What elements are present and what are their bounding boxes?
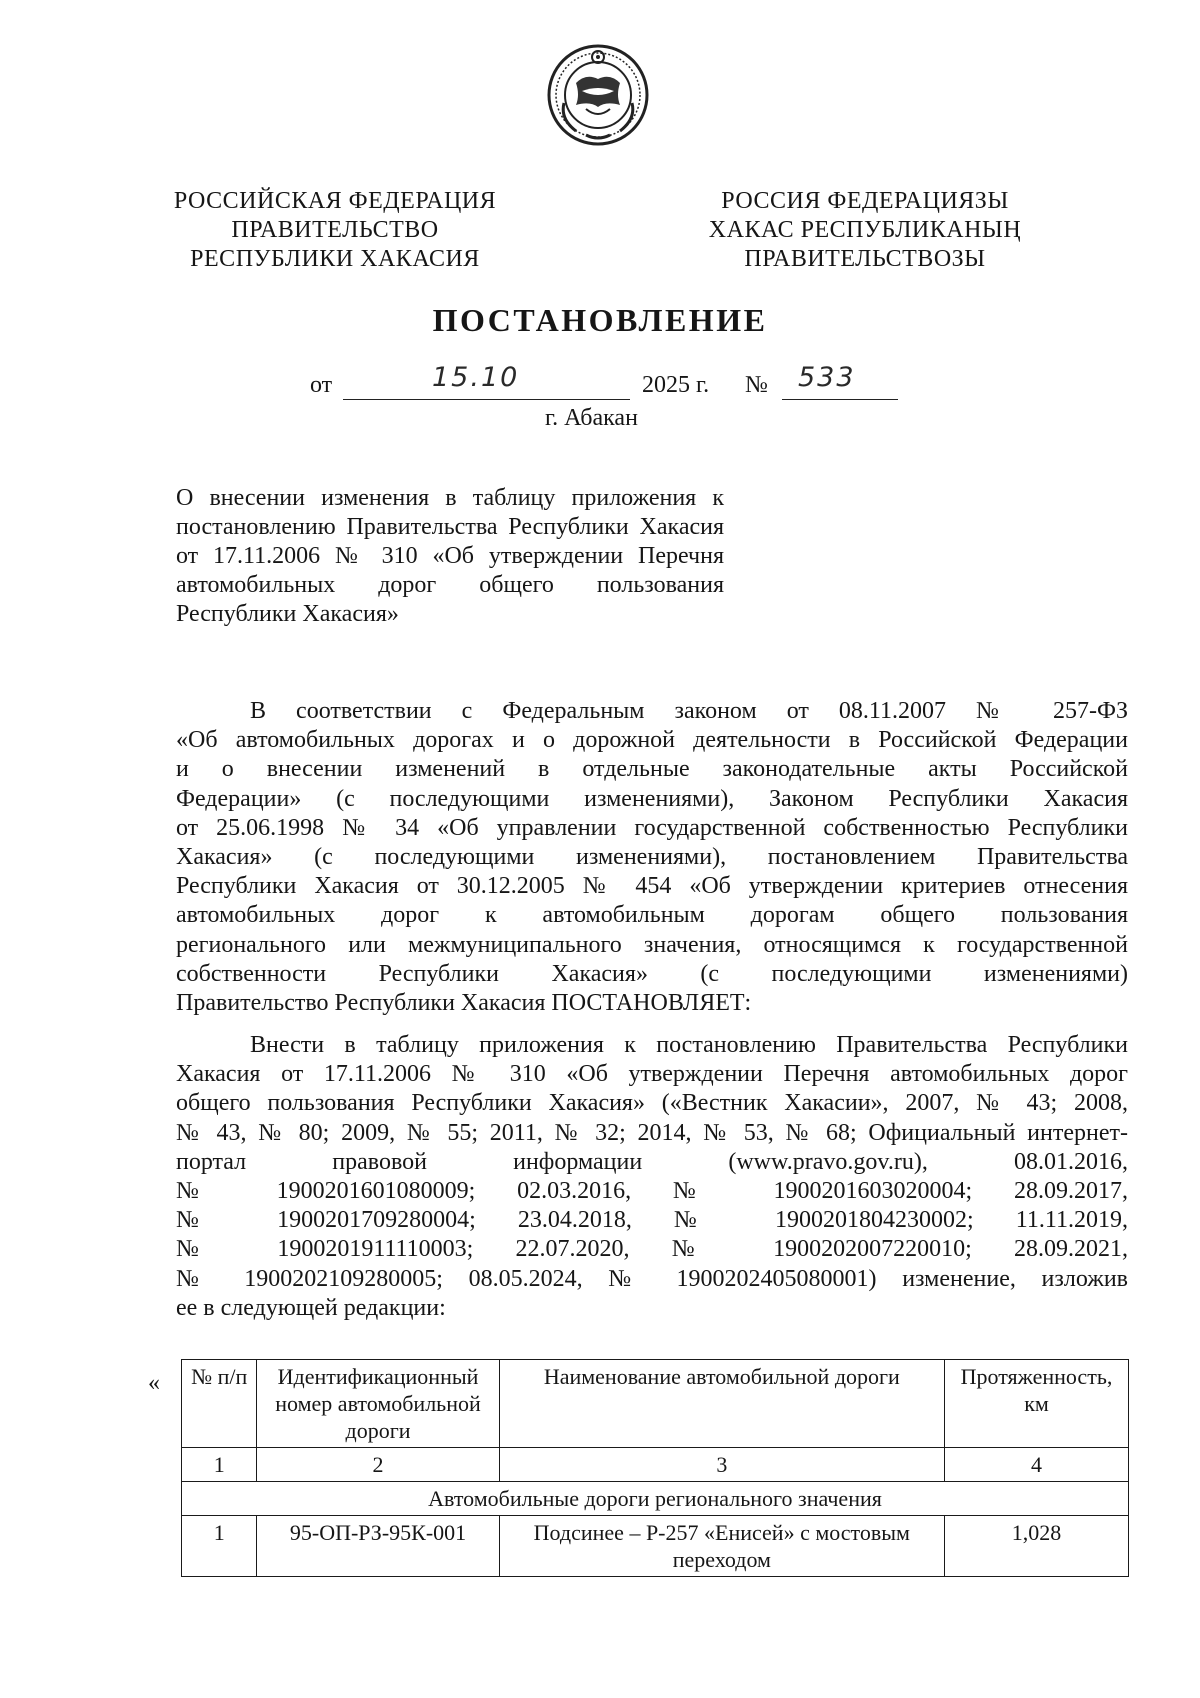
opening-quote: « — [148, 1370, 160, 1396]
table-cell: 1,028 — [945, 1516, 1129, 1577]
text-line: портал правовой информации (www.pravo.gov.ru), 08.01.2016, — [176, 1148, 1128, 1175]
text-line: Внести в таблицу приложения к постановлению Правительства Республики — [250, 1032, 1128, 1058]
header-left-line: ПРАВИТЕЛЬСТВО — [231, 217, 439, 243]
column-number-cell: 2 — [257, 1448, 499, 1482]
header-cell: Идентификационный номер автомобильной дороги — [257, 1360, 499, 1448]
paragraph-amendment — [176, 1031, 1128, 1323]
column-number-cell: 4 — [945, 1448, 1129, 1482]
column-number-cell: 1 — [182, 1448, 257, 1482]
column-number-cell: 3 — [499, 1448, 944, 1482]
section-row — [182, 1482, 1129, 1516]
column-number-row — [182, 1448, 1129, 1482]
date-line — [0, 362, 1200, 406]
table-header-row — [182, 1360, 1129, 1448]
header-cell: Наименование автомобильной дороги — [499, 1360, 944, 1448]
section-title-cell: Автомобильные дороги регионального значения — [182, 1482, 1129, 1516]
text-line: № 43, № 80; 2009, № 55; 2011, № 32; 2014, № 53, № 68; Официальный интернет- — [176, 1119, 1128, 1146]
number-underline — [782, 399, 898, 400]
table-cell: 95-ОП-РЗ-95К-001 — [257, 1516, 499, 1577]
text-line: № 1900201601080009; 02.03.2016, № 1900201603020004; 28.09.2017, — [176, 1178, 1128, 1205]
text-line: автомобильных дорог к автомобильным дорогам общего пользования — [176, 902, 1128, 929]
text-line: Республики Хакасия от 30.12.2005 № 454 «Об утверждении критериев отнесения — [176, 873, 1128, 900]
text-line: В соответствии с Федеральным законом от 08.11.2007 № 257-ФЗ — [250, 698, 1128, 724]
header-cell: Протяженность, км — [945, 1360, 1129, 1448]
header-left-line: РЕСПУБЛИКИ ХАКАСИЯ — [190, 246, 480, 272]
header-right-line: ПРАВИТЕЛЬСТВОЗЫ — [744, 246, 986, 272]
handwritten-date: 15.10 — [432, 362, 520, 393]
handwritten-number: 533 — [798, 362, 856, 393]
text-line: ее в следующей редакции: — [176, 1294, 446, 1321]
text-line: Правительство Республики Хакасия ПОСТАНОВЛЯЕТ: — [176, 990, 752, 1017]
document-subject: О внесении изменения в таблицу приложения к постановлению Правительства Республики Хакасия от 17.11.2006 № 310 «Об утверждении Перечня автомобильных дорог общего пользования Республики Хакасия» — [176, 485, 724, 627]
header-right-line: ХАКАС РЕСПУБЛИКАНЫҢ — [708, 217, 1022, 243]
city: г. Абакан — [545, 405, 638, 431]
table-cell: 1 — [182, 1516, 257, 1577]
republic-of-khakassia-coat-of-arms-icon — [546, 43, 650, 147]
from-label: от — [310, 372, 333, 398]
text-line: регионального или межмуниципального значения, относящимся к государственной — [176, 931, 1128, 958]
text-line: общего пользования Республики Хакасия» («Вестник Хакасии», 2007, № 43; 2008, — [176, 1090, 1128, 1117]
header-left-line: РОССИЙСКАЯ ФЕДЕРАЦИЯ — [173, 188, 497, 214]
document-title: ПОСТАНОВЛЕНИЕ — [432, 302, 768, 338]
text-line: Хакасия от 17.11.2006 № 310 «Об утверждении Перечня автомобильных дорог — [176, 1061, 1128, 1088]
text-line: и о внесении изменений в отдельные законодательные акты Российской — [176, 756, 1128, 783]
text-line: «Об автомобильных дорогах и о дорожной деятельности в Российской Федерации — [176, 727, 1128, 754]
text-line: Федерации» (с последующими изменениями), Законом Республики Хакасия — [176, 785, 1128, 812]
roads-table — [181, 1359, 1129, 1577]
paragraph-legal-basis — [176, 697, 1128, 1018]
header-right — [680, 187, 1050, 274]
table-cell: Подсинее – Р-257 «Енисей» с мостовым переходом — [499, 1516, 944, 1577]
text-line: № 1900202109280005; 08.05.2024, № 1900202405080001) изменение, изложив — [176, 1265, 1128, 1292]
text-line: собственности Республики Хакасия» (с последующими изменениями) — [176, 960, 1128, 987]
text-line: № 1900201709280004; 23.04.2018, № 1900201804230002; 11.11.2019, — [176, 1207, 1128, 1234]
year-label: 2025 г. — [642, 372, 710, 398]
header-right-line: РОССИЯ ФЕДЕРАЦИЯЗЫ — [721, 188, 1009, 214]
text-line: № 1900201911110003; 22.07.2020, № 1900202007220010; 28.09.2021, — [176, 1236, 1128, 1263]
table-row — [182, 1516, 1129, 1577]
header-left — [150, 187, 520, 274]
text-line: Хакасия» (с последующими изменениями), постановлением Правительства — [176, 844, 1128, 871]
text-line: от 25.06.1998 № 34 «Об управлении государственной собственностью Республики — [176, 814, 1128, 841]
header-cell: № п/п — [182, 1360, 257, 1448]
number-label: № — [745, 372, 768, 398]
date-underline — [343, 399, 630, 400]
